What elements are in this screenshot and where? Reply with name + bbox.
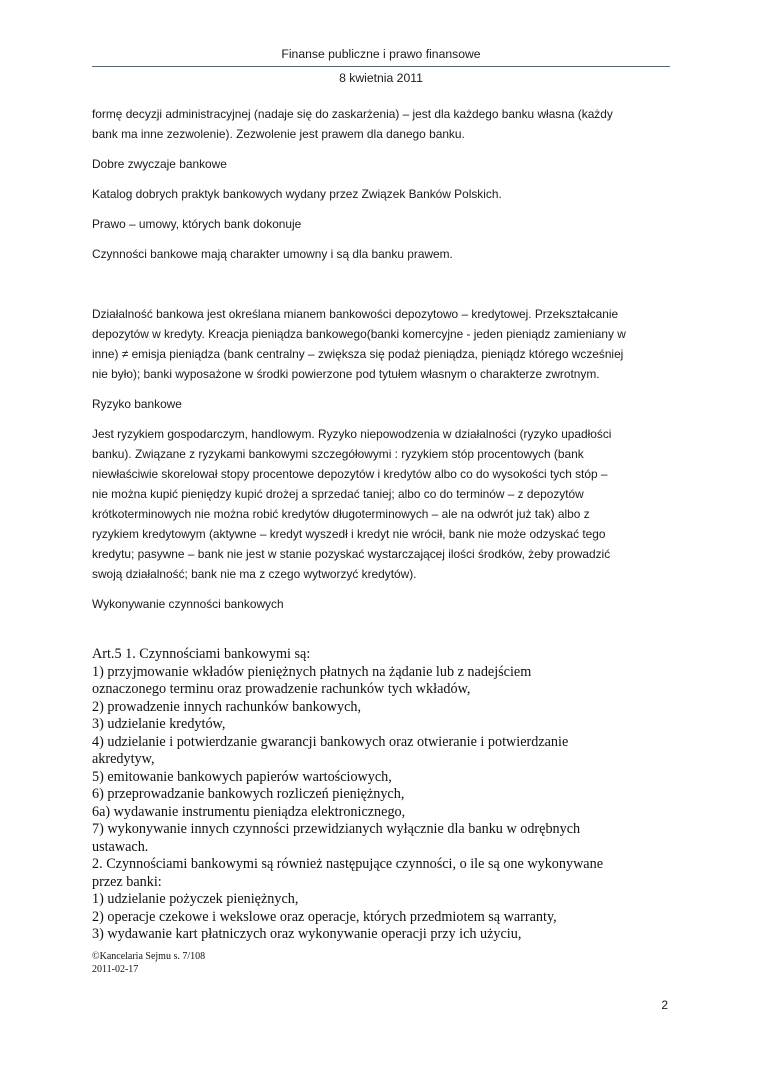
law-line: Art.5 1. Czynnościami bankowymi są: [92,646,311,662]
law-line: ustawach. [92,838,149,855]
section-heading-prawo: Prawo – umowy, których bank dokonuje [92,217,302,231]
law-source-date: 2011-02-17 [92,963,139,975]
law-line: 6) przeprowadzanie bankowych rozliczeń pieniężnych, [92,786,405,802]
law-line: 4) udzielanie i potwierdzanie gwarancji bankowych oraz otwieranie i potwierdzanie [92,733,569,750]
paragraph-line: formę decyzji administracyjnej (nadaje się do zaskarżenia) – jest dla każdego banku własna (każdy [92,107,613,121]
paragraph-line: banku). Związane z ryzykami bankowymi szczegółowymi : ryzykiem stóp procentowych (bank [92,447,584,461]
page-header [92,44,670,88]
paragraph-line: niewłaściwie skorelował stopy procentowe depozytów i kredytów albo co do wysokości tych stóp – [92,467,608,481]
law-line: 3) wydawanie kart płatniczych oraz wykonywanie operacji przy ich użyciu, [92,926,522,942]
paragraph-katalog: Katalog dobrych praktyk bankowych wydany przez Związek Banków Polskich. [92,187,502,201]
law-line: 6a) wydawanie instrumentu pieniądza elektronicznego, [92,803,406,820]
section-heading-dobre-zwyczaje: Dobre zwyczaje bankowe [92,157,227,171]
law-line: 3) udzielanie kredytów, [92,716,226,732]
paragraph-line: nie było); banki wyposażone w środki powierzone pod tytułem własnym o charakterze zwrotnym. [92,367,600,381]
law-line: 1) udzielanie pożyczek pieniężnych, [92,891,299,907]
body-text [92,104,670,614]
law-line: akredytyw, [92,751,155,767]
paragraph-line: Jest ryzykiem gospodarczym, handlowym. Ryzyko niepowodzenia w działalności (ryzyko upadłości [92,427,612,441]
law-line: 2) prowadzenie innych rachunków bankowych, [92,698,362,715]
paragraph-line: Działalność bankowa jest określana mianem bankowości depozytowo – kredytowej. Przekształcanie [92,307,619,321]
law-line: 7) wykonywanie innych czynności przewidzianych wyłącznie dla banku w odrębnych [92,821,581,837]
section-heading-ryzyko: Ryzyko bankowe [92,397,182,411]
paragraph-line: kredytu; pasywne – bank nie jest w stanie pozyskać wystarczającej ilości środków, żeby prowadzić [92,547,611,561]
law-line: oznaczonego terminu oraz prowadzenie rachunków tych wkładów, [92,681,471,697]
law-line: 5) emitowanie bankowych papierów wartościowych, [92,768,392,785]
law-source-footer [92,951,205,976]
page-number: 2 [661,998,668,1012]
paragraph-line: inne) ≠ emisja pieniądza (bank centralny – zwiększa się podaż pieniądza, pieniądz którego wcześniej [92,347,624,361]
law-line: 2. Czynnościami bankowymi są również następujące czynności, o ile są one wykonywane [92,856,603,872]
paragraph-line: swoją działalność; bank nie ma z czego wytworzyć kredytów). [92,567,417,581]
law-source: ©Kancelaria Sejmu s. 7/108 [92,951,206,962]
law-line: 1) przyjmowanie wkładów pieniężnych płatnych na żądanie lub z nadejściem [92,663,532,680]
law-excerpt [92,646,672,944]
paragraph-line: krótkoterminowych nie można robić kredytów długoterminowych – ale na odwrót już tak) albo z [92,507,590,521]
header-divider [92,66,670,67]
section-heading-wykonywanie: Wykonywanie czynności bankowych [92,597,284,611]
paragraph-line: ryzykiem kredytowym (aktywne – kredyt wyszedł i kredyt nie wrócił, bank nie może odzyskać tego [92,527,606,541]
law-line: 2) operacje czekowe i wekslowe oraz operacje, których przedmiotem są warranty, [92,908,557,925]
paragraph-line: depozytów w kredyty. Kreacja pieniądza bankowego(banki komercyjne - jeden pieniądz zamieniany w [92,327,626,341]
header-date: 8 kwietnia 2011 [339,71,423,85]
law-line: przez banki: [92,873,162,890]
paragraph-line: bank ma inne zezwolenie). Zezwolenie jest prawem dla danego banku. [92,127,465,141]
paragraph-line: nie można kupić pieniędzy kupić drożej a sprzedać taniej; albo co do terminów – z depozytów [92,487,584,501]
paragraph-czynnosci: Czynności bankowe mają charakter umowny i są dla banku prawem. [92,247,453,261]
header-title: Finanse publiczne i prawo finansowe [281,47,481,61]
